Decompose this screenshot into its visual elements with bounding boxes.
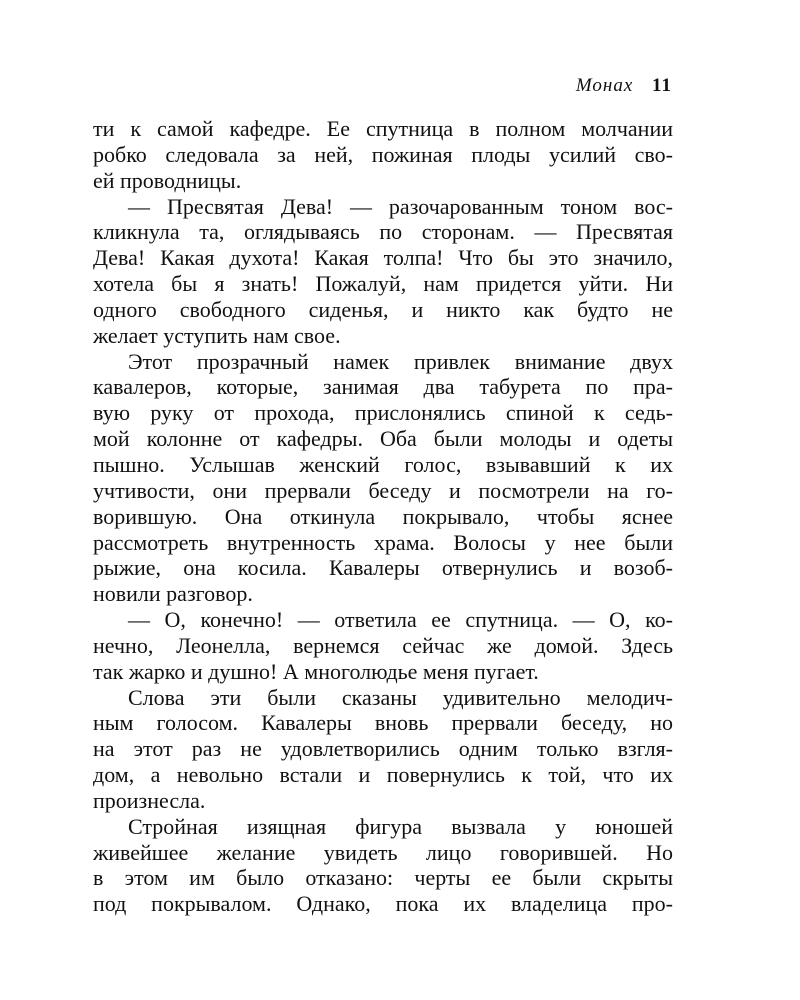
text-line: ным голосом. Кавалеры вновь прервали беседу, но bbox=[93, 710, 673, 736]
text-line: ти к самой кафедре. Ее спутница в полном молчании bbox=[93, 116, 673, 141]
paragraph bbox=[93, 116, 673, 194]
text-line: ворившую. Она откинула покрывало, чтобы яснее bbox=[93, 503, 673, 529]
text-line: так жарко и душно! А многолюдье меня пугает. bbox=[93, 658, 539, 684]
page-number: 11 bbox=[652, 75, 672, 96]
text-line: хотела бы я знать! Пожалуй, нам придется уйти. Ни bbox=[93, 271, 673, 297]
text-line: Этот прозрачный намек привлек внимание двух bbox=[128, 348, 673, 374]
text-line: робко следовала за ней, пожиная плоды усилий сво- bbox=[93, 141, 673, 167]
text-line: произнесла. bbox=[93, 787, 206, 813]
text-line: мой колонне от кафедры. Оба были молоды и одеты bbox=[93, 426, 673, 452]
text-line: — Пресвятая Дева! — разочарованным тоном вос- bbox=[128, 193, 673, 219]
text-line: вую руку от прохода, прислонялись спиной к седь- bbox=[93, 400, 673, 426]
text-line: одного свободного сиденья, и никто как будто не bbox=[93, 296, 673, 322]
text-line: новили разговор. bbox=[93, 581, 253, 607]
paragraph bbox=[93, 194, 673, 349]
text-line: пышно. Услышав женский голос, взывавший к их bbox=[93, 451, 673, 477]
running-header bbox=[576, 74, 672, 98]
text-line: — О, конечно! — ответила ее спутница. — О, ко- bbox=[128, 607, 673, 633]
paragraph bbox=[93, 607, 673, 685]
text-line: Стройная изящная фигура вызвала у юношей bbox=[128, 813, 673, 839]
body-text bbox=[93, 116, 673, 917]
text-line: ей проводницы. bbox=[93, 167, 242, 193]
text-line: Дева! Какая духота! Какая толпа! Что бы это значило, bbox=[93, 245, 673, 271]
text-line: в этом им было отказано: черты ее были скрыты bbox=[93, 865, 673, 891]
text-line: кликнула та, оглядываясь по сторонам. — Пресвятая bbox=[93, 219, 673, 245]
text-line: рассмотреть внутренность храма. Волосы у нее были bbox=[93, 529, 673, 555]
text-line: кавалеров, которые, занимая два табурета по пра- bbox=[93, 374, 673, 400]
text-line: под покрывалом. Однако, пока их владелица про- bbox=[93, 891, 673, 917]
text-line: на этот раз не удовлетворились одним только взгля- bbox=[93, 736, 673, 762]
text-line: нечно, Леонелла, вернемся сейчас же домой. Здесь bbox=[93, 632, 673, 658]
text-line: дом, а невольно встали и повернулись к той, что их bbox=[93, 762, 673, 788]
paragraph bbox=[93, 814, 673, 917]
paragraph bbox=[93, 349, 673, 607]
running-title: Монах bbox=[575, 75, 634, 96]
text-line: живейшее желание увидеть лицо говорившей. Но bbox=[93, 839, 673, 865]
text-line: учтивости, они прервали беседу и посмотрели на го- bbox=[93, 477, 673, 503]
text-line: Слова эти были сказаны удивительно мелодич- bbox=[128, 684, 673, 710]
text-line: рыжие, она косила. Кавалеры отвернулись и возоб- bbox=[93, 555, 673, 581]
text-line: желает уступить нам свое. bbox=[93, 322, 341, 348]
paragraph bbox=[93, 685, 673, 814]
